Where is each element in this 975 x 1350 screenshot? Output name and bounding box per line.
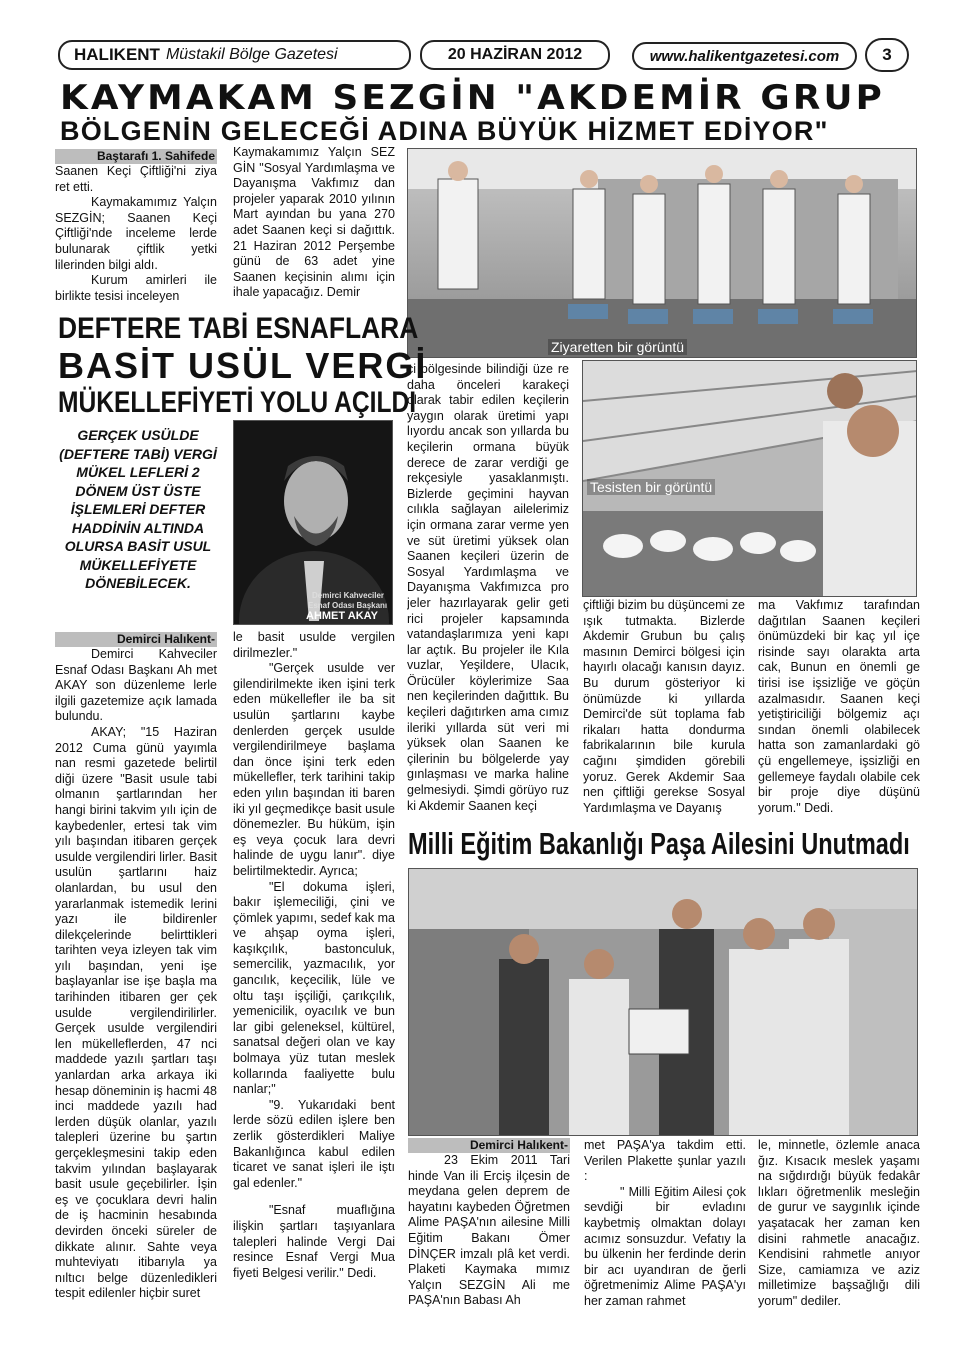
article1-col4-text: çiftliği bizim bu düşüncemi ze ışık tutmakta. Bizlerde Akdemir Grubun bu çalış masının Demirci bölgesi için hayırlı olacağı kanısın dayız. Bu durum gösteriyor ki önümüzde ki yıllarda Demirci'de süt toplama fab rikaları hatta dondurma fabrikalarının bile kurula cağını şimdiden görebili yoruz. Gerek Akdemir Saa nen çiftliği gerekse Sosyal Yardımlaşma ve Dayanış [583, 598, 745, 815]
photo-visit [407, 148, 917, 358]
article1-source: Baştarafı 1. Sahifede [55, 149, 217, 164]
photo-facility [582, 360, 917, 597]
article2-col2-p2: "Gerçek usulde ver gilendirilmekte iken işini terk eden mükellefler ile ba sit usulün şartlarını kaybe denlerden gerçek usulde vergilendirilmeye başlama dan önce işini terk eden mükellefler, terk tarihini takip eden yılın başından iti baren iki yıl geçmedikçe basit usule dönemezler. Bu hüküm, işin eş veya çocuk lara devri halinde de uygu lanır". diye belirtilmektedir. Ayrıca; [233, 661, 395, 878]
article2-col2-p1: le basit usulde vergilen dirilmezler." [233, 630, 395, 660]
article2-col1-p2: AKAY; "15 Haziran 2012 Cuma günü yayımla nan resmi gazetede belirtil diği üzere "Basit usule tabi olmanın şartlarından her hangi birini takvim yılı için de kaybedenler, ertesi tak vim yılı başından itibaren gerçek usulde vergilendiri lirler. Basit usulün şartlarını haiz olanlardan, bu usul den yararlanmak istemedik lerini yazı ile bildirenler dilekçelerinde belirttikleri tarihten veya izleyen tak vim yılı başından, yeni işe başlayanlar ise işe başla ma tarihinden itibaren ger çek usulde vergilendirilirler. Gerçek usulde vergilendiri len mükelleflerden, 47 nci maddede yazılı şartları taşı yanlardan arka arkaya iki hesap döneminin iş hacmi 48 inci maddede yazılı had lerden düşük olanlar, yazılı talepleri üzerine bu şartın gerçekleşmesini takip eden takvim yılından başlayarak basit usule geçebilirler. İşin eş ve çocuklara devri halin de iş hacminin hesabında devirden önceki süreler de dikkate alınır. Sahte veya muhteviyatı itibarıyla ya nıltıcı belge düzenledikleri tespit edilenler hiçbir suret [55, 724, 217, 1301]
article2-column2 [233, 630, 395, 1314]
article1-col5-text: ma Vakfımız tarafından dağıtılan Saanen keçileri önümüzdeki bir kaç yıl içe risinde sayı olarakta arta cak, Bunun en önemli ge tirisi ise işsizliğe ve göçün azalmasıdır. Saanen keçi yetiştiriciliği bölgemiz açı sından önemli olabilecek hatta son zamanlardaki gö çü engellemeye, işsizliği en gellemeye faydalı olabile cek bir proje diye düşünü yorum." Dedi. [758, 598, 920, 815]
photo-ministry-visit [408, 868, 918, 1136]
article1-column1 [55, 149, 217, 309]
article1-col1-p3: Kurum amirleri ile birlikte tesisi inceleyen [55, 273, 217, 303]
article2-col2-p3: "El dokuma işleri, bakır işlemeciliği, çini ve çömlek yapımı, sedef kak ma ve ahşap oyma işleri, kaşıkçılık, bastonculuk, semercilik, yazmacılık, yor gancılık, keçecilik, lüle ve oltu taşı işçiliği, çarıkçılık, yemenicilik, oyacılık ve bun lar gibi geleneksel, kültürel, sanatsal değeri olan ve kay bolmaya yüz tutan meslek kollarında faaliyette bulu nanlar;" [233, 879, 395, 1097]
article3-title: Milli Eğitim Bakanlığı Paşa Ailesini Unutmadı [408, 826, 910, 861]
article2-subhead: GERÇEK USÜLDE (DEFTERE TABİ) VERGİ MÜKEL LEFLERİ 2 DÖNEM ÜST ÜSTE İŞLEMLERİ DEFTER HADDİNİN ALTINDA OLURSA BASİT USUL MÜKELLEFİYETE DÖNEBİLECEK. [59, 427, 217, 591]
masthead-paper-name [58, 40, 411, 70]
article2-column1 [55, 632, 217, 1314]
page-number-badge [865, 38, 909, 72]
article3-source: Demirci Halıkent- [408, 1138, 570, 1153]
article3-column2 [584, 1138, 746, 1314]
article1-column2 [233, 145, 395, 305]
website-link[interactable]: www.halikentgazetesi.com [649, 47, 840, 65]
article3-col2-p1: met PAŞA'ya takdim etti. Verilen Plakette şunlar yazılı : [584, 1138, 746, 1184]
portrait-name: AHMET AKAY [306, 610, 378, 622]
photo-facility-caption: Tesisten bir görüntü [587, 479, 715, 495]
paper-name: HALIKENT [74, 45, 160, 64]
article2-col2-p4: "9. Yukarıdaki bent lerde sözü edilen işlere ben zerlik gösterdikleri Maliye Bakanlığınca kabul edilen ticaret ve sanat işleri ile iştı gal edenler." [233, 1097, 395, 1190]
paper-subtitle: Müstakil Bölge Gazetesi [165, 46, 338, 63]
issue-date: 20 HAZİRAN 2012 [447, 46, 583, 63]
article3-col2-p2: " Milli Eğitim Ailesi çok sevdiği bir evladını kaybetmiş olmaktan dolayı acımız sonsuzdur. Vefatıy la bu ülkenin her ferdinde derin bir acı uyandıran de ğerli öğretmenimiz Alime PAŞA'yı her zaman rahmet [584, 1184, 746, 1308]
article2-title-line1: DEFTERE TABİ ESNAFLARA [58, 312, 419, 345]
article3-col3-text: le, minnetle, özlemle anaca ğız. Kısacık meslek yaşamı na sığdırdığı büyük fedakâr lıkları öğretmenlik mesleğin de gurur ve saygınlık içinde yaşatacak her zaman ken disini rahmetle anacağız. Kendisini rahmetle anıyor Size, camiamıza ve aziz milletimize başsağlığı dili yorum" dediler. [758, 1138, 920, 1308]
article3-column3 [758, 1138, 920, 1314]
article1-col1-p2: Kaymakamımız Yalçın SEZGİN; Saanen Keçi Çiftliği'nde inceleme lerde bulunarak çiftlik yetki lilerinden bilgi aldı. [55, 195, 217, 272]
article3-column1 [408, 1138, 570, 1314]
masthead-website [632, 42, 857, 70]
article2-title-line2: BASİT USÜL VERGİ [58, 345, 428, 386]
portrait-photo [233, 420, 393, 625]
article3-col1-text: 23 Ekim 2011 Tari hinde Van ili Erciş ilçesin de meydana gelen deprem de hayatını kaybeden Öğretmen Alime PAŞA'nın ailesine Milli Eğitim Bakanı Ömer DİNÇER imzalı plâ ket verdi. Plaketi Kaymaka mımız Yalçın SEZGİN Ali me PAŞA'nın Babası Ah [408, 1153, 570, 1308]
article1-col1-p1: Saanen Keçi Çiftliği'ni ziya ret etti. [55, 164, 217, 194]
article1-column5 [758, 598, 920, 818]
article2-source: Demirci Halıkent- [55, 632, 217, 647]
visit-photo-illustration [408, 149, 917, 358]
article1-col3-text: ci bölgesinde bilindiği üze re daha önceleri karakeçi olarak tabir edilen keçilerin yaygın olarak üretimi yapı lıyordu ancak son yıllarda bu keçilerin ormana büyük derece de zarar verdiği ge rekçesiyle yasaklanmıştı. Bizlerde geçimini hayvan cılıkla sağlayan ailelerimiz için ormana zarar verme yen ve süt üretimi yüksek olan Saanen keçileri üzerin de Sosyal Yardımlaşma ve Dayanışma Vakfımızca pro jeler hazırlayarak gelir geti rici projeler kapsamında vatandaşlarımıza yeni kapı lar açtık. Bu projeler ile Kıla vuzlar, Yeşildere, Ulacık, Örücüler köylerimize Saa nen keçilerinden dağıttık. Bu keçileri dağıtırken ama cımız ileriki yıllarda süt veri mi yüksek olan Saanen ke çilerinin bu bölgelerde yay gınlaşması ve marka haline gelmesiydi. Şimdi görüyo ruz ki Akdemir Saanen keçi [407, 362, 569, 813]
article1-col2-text: Kaymakamımız Yalçın SEZ GİN "Sosyal Yardımlaşma ve Dayanışma Vakfımız dan projeler yaparak 2010 yılının Mart ayından bu yana 270 adet Saanen keçi si dağıttık. 21 Haziran 2012 Perşembe günü de 63 adet yine Saanen keçisinin alımı için ihale yapacağız. Demir [233, 145, 395, 300]
article2-title-line3: MÜKELLEFİYETİ YOLU AÇILDI [58, 386, 417, 419]
ministry-visit-illustration [409, 869, 918, 1136]
headline-line2: BÖLGENİN GELECEĞİ ADINA BÜYÜK HİZMET EDİYOR" [60, 116, 829, 146]
portrait-caption-1: Demirci Kahveciler [312, 591, 385, 600]
page-number: 3 [882, 45, 892, 64]
photo-visit-caption: Ziyaretten bir görüntü [548, 339, 687, 355]
article2-col2-p5: "Esnaf muaflığına ilişkin şartları taşıyanlara talepleri halinde Vergi Dai resince Esnaf Vergi Mua fiyeti Belgesi verilir." Dedi. [233, 1203, 395, 1280]
article2-col1-p1: Demirci Kahveciler Esnaf Odası Başkanı Ah met AKAY son düzenleme lerle ilgili gazetemize açık lamada bulundu. [55, 647, 217, 724]
masthead-date [420, 40, 610, 70]
headline-line1: KAYMAKAM SEZGİN "AKDEMİR GRUP [60, 78, 885, 118]
article1-column4 [583, 598, 745, 818]
portrait-caption-2: Esnaf Odası Başkanı [308, 601, 388, 610]
article1-column3 [407, 362, 569, 830]
